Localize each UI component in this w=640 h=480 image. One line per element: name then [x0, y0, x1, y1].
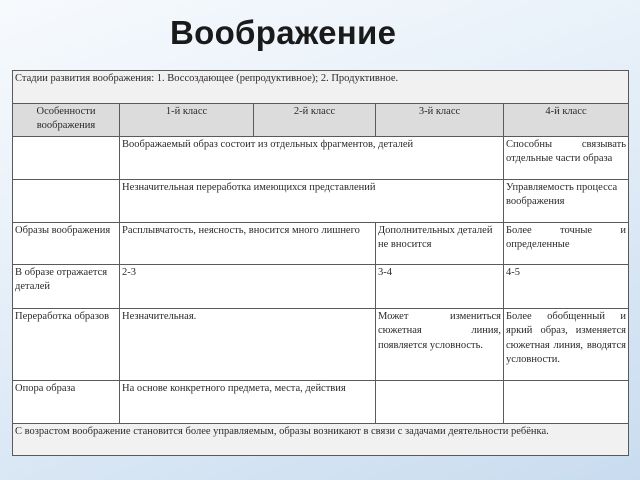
slide-title: Воображение [170, 14, 397, 51]
footer-row [13, 424, 629, 456]
row-label [13, 137, 120, 180]
cell-grades-1-2: На основе конкретного предмета, места, действия [120, 381, 376, 424]
footer-cell: С возрастом воображение становится более управляемым, образы возникают в связи с задачами деятельности ребёнка. [13, 424, 629, 456]
imagination-table [12, 70, 629, 456]
header-features: Особенности воображения [13, 104, 120, 137]
header-grade-4: 4-й класс [504, 104, 629, 137]
cell-grades-1-2: Незначительная. [120, 309, 376, 381]
row-label: Переработка образов [13, 309, 120, 381]
table-row-support [13, 381, 629, 424]
table-row-images [13, 223, 629, 265]
cell-grade-4: Управляемость процесса воображения [504, 180, 629, 223]
row-label [13, 180, 120, 223]
stages-row [13, 71, 629, 104]
table-row-fragments [13, 137, 629, 180]
cell-grades-1-2: 2-3 [120, 265, 376, 309]
cell-grade-3 [376, 381, 504, 424]
cell-grades-1-3: Незначительная переработка имеющихся представлений [120, 180, 504, 223]
row-label: Опора образа [13, 381, 120, 424]
cell-grade-3: Может измениться сюжетная линия, появляется условность. [376, 309, 504, 381]
table-row-reworking [13, 309, 629, 381]
table-row-processing [13, 180, 629, 223]
header-grade-3: 3-й класс [376, 104, 504, 137]
row-label: В образе отражается деталей [13, 265, 120, 309]
cell-grade-4: 4-5 [504, 265, 629, 309]
row-label: Образы воображения [13, 223, 120, 265]
cell-grade-4: Более точные и определенные [504, 223, 629, 265]
header-row [13, 104, 629, 137]
cell-grades-1-2: Расплывчатость, неясность, вносится много лишнего [120, 223, 376, 265]
header-grade-1: 1-й класс [120, 104, 254, 137]
cell-grade-3: Дополнительных деталей не вносится [376, 223, 504, 265]
cell-grades-1-3: Воображаемый образ состоит из отдельных фрагментов, деталей [120, 137, 504, 180]
cell-grade-4 [504, 381, 629, 424]
cell-grade-4: Более обобщенный и яркий образ, изменяется сюжетная линия, вводятся условности. [504, 309, 629, 381]
table-row-details [13, 265, 629, 309]
stages-cell: Стадии развития воображения: 1. Воссоздающее (репродуктивное); 2. Продуктивное. [13, 71, 629, 104]
header-grade-2: 2-й класс [254, 104, 376, 137]
cell-grade-4: Способны связывать отдельные части образа [504, 137, 629, 180]
cell-grade-3: 3-4 [376, 265, 504, 309]
